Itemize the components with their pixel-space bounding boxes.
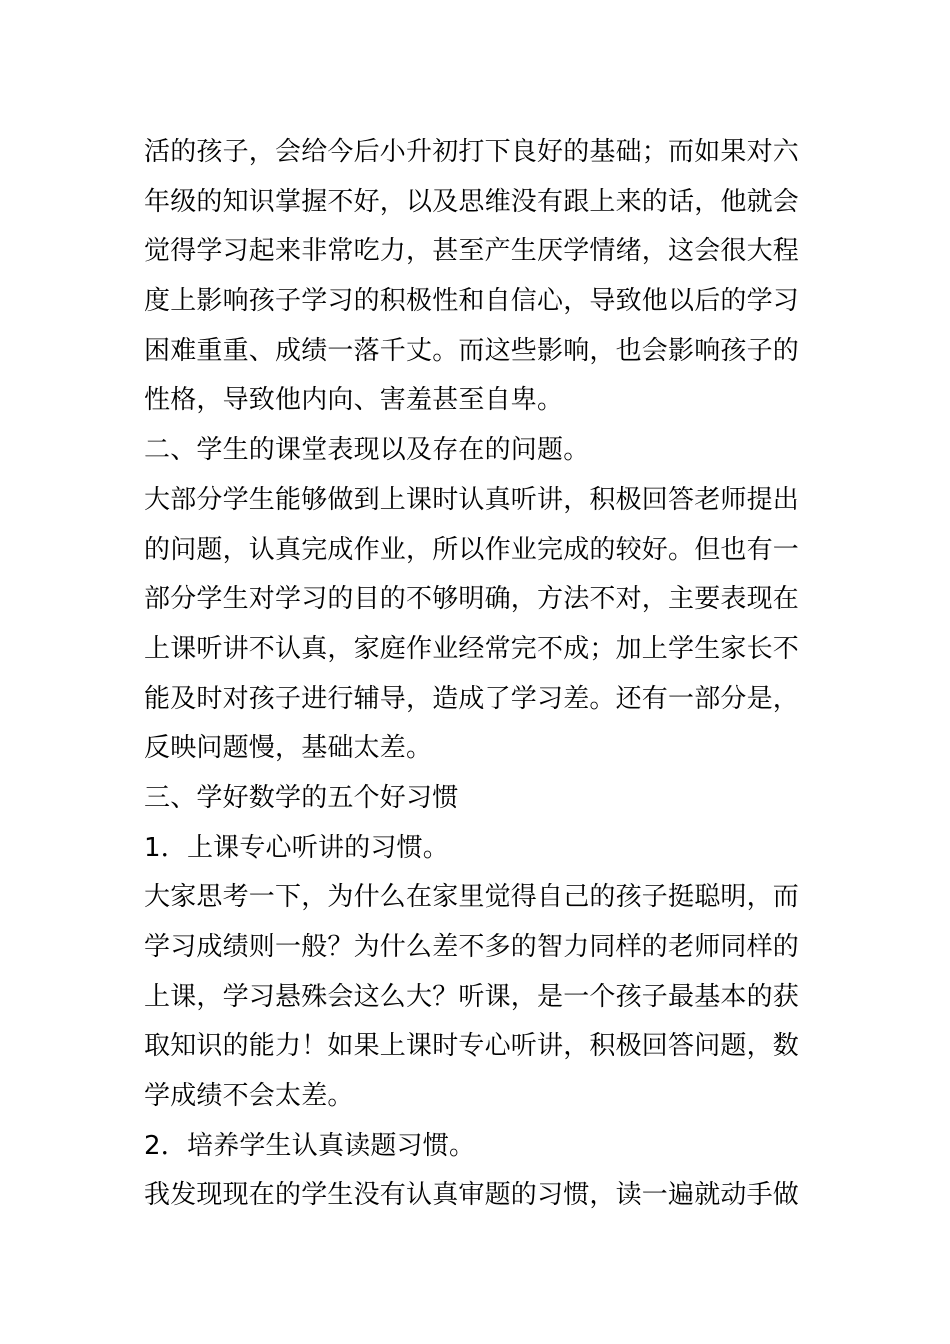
text-line: 部分学生对学习的目的不够明确，方法不对，主要表现在 xyxy=(144,584,800,615)
subsection-heading: 2．培养学生认真读题习惯。 xyxy=(144,1130,476,1161)
text-line: 大家思考一下，为什么在家里觉得自己的孩子挺聪明，而 xyxy=(144,882,800,913)
text-line: 大部分学生能够做到上课时认真听讲，积极回答老师提出 xyxy=(144,484,800,515)
text-line: 性格，导致他内向、害羞甚至自卑。 xyxy=(144,385,564,416)
subsection-heading: 1．上课专心听讲的习惯。 xyxy=(144,832,449,863)
text-line: 觉得学习起来非常吃力，甚至产生厌学情绪，这会很大程 xyxy=(144,236,800,267)
section-heading: 二、学生的课堂表现以及存在的问题。 xyxy=(144,435,590,466)
section-heading: 三、学好数学的五个好习惯 xyxy=(144,782,459,813)
text-line: 上课，学习悬殊会这么大？听课，是一个孩子最基本的获 xyxy=(144,981,800,1012)
text-line: 年级的知识掌握不好，以及思维没有跟上来的话，他就会 xyxy=(144,186,800,217)
text-line: 活的孩子，会给今后小升初打下良好的基础；而如果对六 xyxy=(144,137,800,167)
text-line: 学成绩不会太差。 xyxy=(144,1081,354,1112)
text-line: 困难重重、成绩一落千丈。而这些影响，也会影响孩子的 xyxy=(144,335,800,366)
text-line: 上课听讲不认真，家庭作业经常完不成；加上学生家长不 xyxy=(144,633,800,664)
text-line: 能及时对孩子进行辅导，造成了学习差。还有一部分是， xyxy=(144,683,800,714)
text-line: 的问题，认真完成作业，所以作业完成的较好。但也有一 xyxy=(144,534,800,565)
text-line: 反映问题慢，基础太差。 xyxy=(144,733,433,764)
body-text xyxy=(144,128,824,1221)
text-line: 取知识的能力！如果上课时专心听讲，积极回答问题，数 xyxy=(144,1031,800,1062)
text-line: 度上影响孩子学习的积极性和自信心，导致他以后的学习 xyxy=(144,286,800,317)
text-line: 我发现现在的学生没有认真审题的习惯，读一遍就动手做 xyxy=(144,1180,800,1211)
text-line: 学习成绩则一般？为什么差不多的智力同样的老师同样的 xyxy=(144,932,800,962)
